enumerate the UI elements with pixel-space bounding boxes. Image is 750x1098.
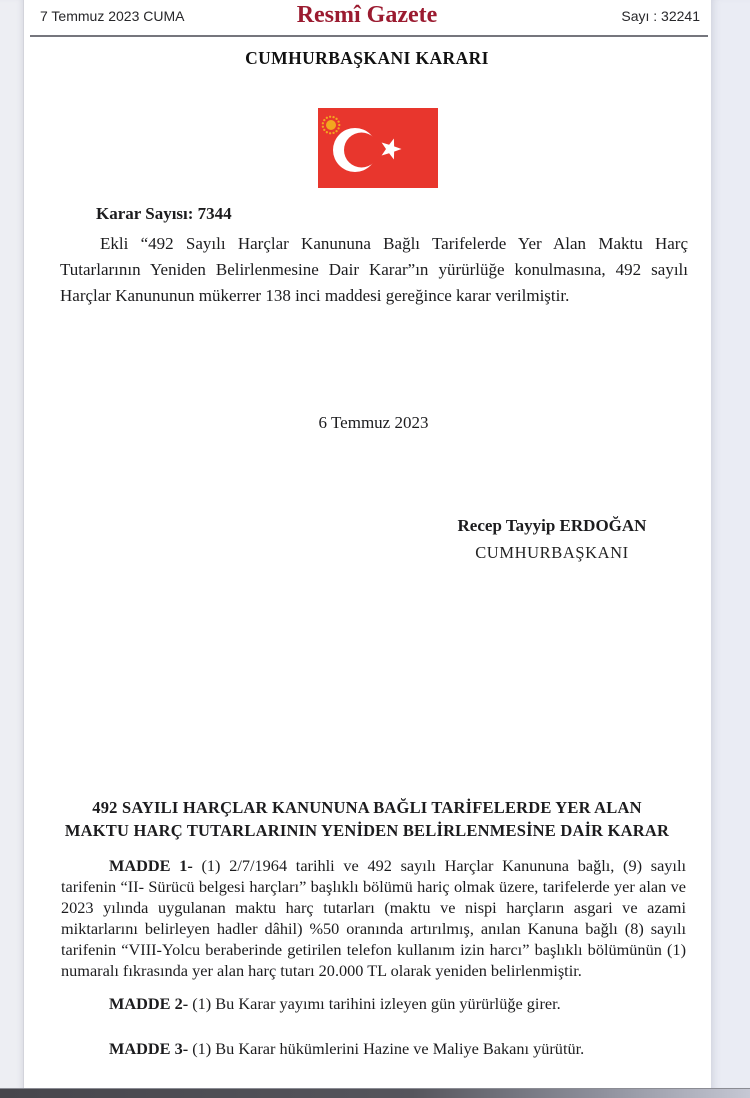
decision-number: Karar Sayısı: 7344 bbox=[96, 204, 232, 223]
decision-date: 6 Temmuz 2023 bbox=[318, 413, 429, 432]
decree-article-2 bbox=[61, 993, 686, 1014]
signature-name: Recep Tayyip ERDOĞAN bbox=[457, 516, 647, 535]
decree-article-3 bbox=[61, 1038, 686, 1059]
article-2-label: MADDE 2- bbox=[109, 994, 189, 1013]
issue-number: Sayı : 32241 bbox=[621, 8, 700, 24]
decree-title-line1: 492 SAYILI HARÇLAR KANUNUNA BAĞLI TARİFELERDE YER ALAN bbox=[92, 798, 642, 817]
scan-right-margin bbox=[711, 0, 750, 1090]
masthead-date: 7 Temmuz 2023 CUMA bbox=[40, 8, 185, 24]
article-2-text: (1) Bu Karar yayımı tarihini izleyen gün yürürlüğe girer. bbox=[192, 994, 561, 1013]
decree-article-1 bbox=[61, 855, 686, 981]
article-3-label: MADDE 3- bbox=[109, 1039, 189, 1058]
signature-block bbox=[416, 516, 688, 563]
scan-left-margin bbox=[0, 0, 24, 1090]
masthead-divider bbox=[30, 35, 708, 37]
article-3-text: (1) Bu Karar hükümlerini Hazine ve Maliye Bakanı yürütür. bbox=[192, 1039, 585, 1058]
scan-bottom-edge bbox=[0, 1088, 750, 1098]
turkey-presidential-flag-icon bbox=[318, 108, 438, 188]
decision-type-heading: CUMHURBAŞKANI KARARI bbox=[245, 48, 489, 68]
decree-title bbox=[24, 796, 710, 842]
article-1-text: (1) 2/7/1964 tarihli ve 492 sayılı Harçlar Kanununa bağlı, (9) sayılı tarifenin “II- Sürücü belgesi harçları” başlıklı bölümü hariç olmak üzere, tarifelerde yer alan ve 2023 yılında uygulanan maktu harç tutarları (maktu ve nispi harçların asgari ve azami miktarlarını belirleyen hadler dâhil) %50 oranında artırılmış, anılan Kanuna bağlı (8) sayılı tarifenin “VIII-Yolcu beraberinde getirilen telefon kullanım izin harcı” başlıklı bölümünün (1) numaralı fıkrasında yer alan harç tutarı 20.000 TL olarak yeniden belirlenmiştir. bbox=[61, 856, 687, 980]
signature-title: CUMHURBAŞKANI bbox=[475, 543, 629, 562]
gazette-title: Resmî Gazete bbox=[296, 2, 438, 28]
decision-body-paragraph: Ekli “492 Sayılı Harçlar Kanununa Bağlı Tarifelerde Yer Alan Maktu Harç Tutarlarının Yeniden Belirlenmesine Dair Karar”ın yürürlüğe konulmasına, 492 sayılı Harçlar Kanununun mükerrer 138 inci maddesi gereğince karar verilmiştir. bbox=[60, 234, 688, 305]
article-1-label: MADDE 1- bbox=[109, 856, 193, 875]
decree-title-line2: MAKTU HARÇ TUTARLARININ YENİDEN BELİRLENMESİNE DAİR KARAR bbox=[64, 821, 670, 840]
